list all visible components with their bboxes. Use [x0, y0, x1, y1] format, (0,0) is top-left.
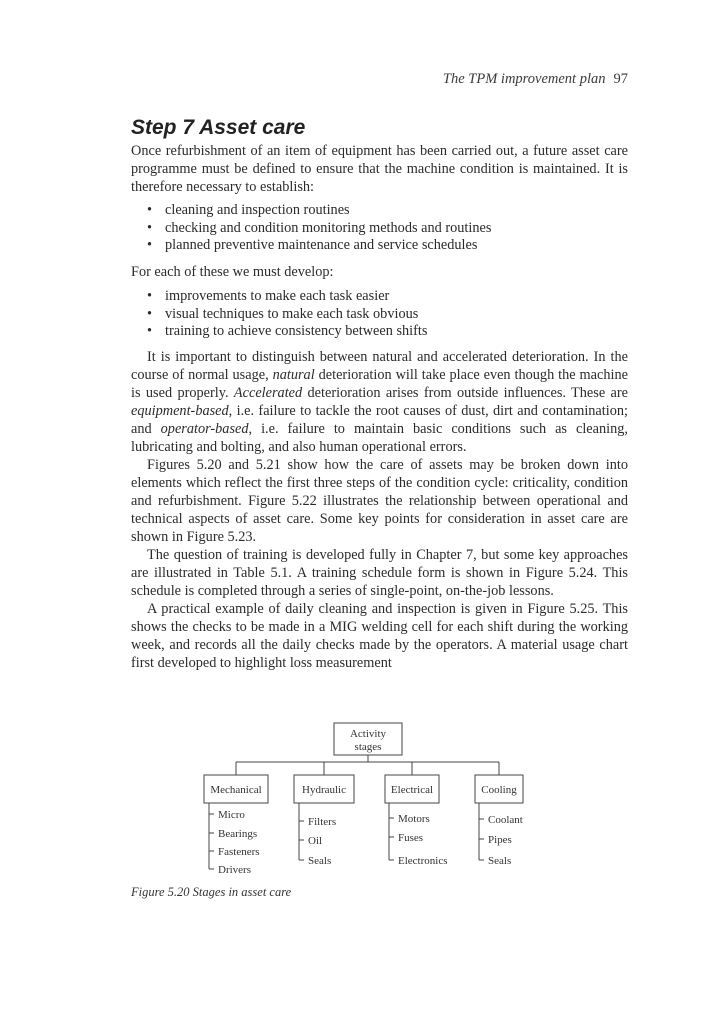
running-header	[131, 71, 628, 88]
emphasis-operator-based: operator-based	[160, 421, 249, 437]
intro-paragraph: Once refurbishment of an item of equipment has been carried out, a future asset care programme must be defined to ensure that the machine condition is maintained. It is therefore necessary to establish:	[131, 143, 628, 195]
tree-diagram	[190, 720, 550, 885]
leaf-label: Bearings	[218, 828, 258, 840]
category-label-mechanical: Mechanical	[210, 784, 262, 796]
leaf-label: Drivers	[218, 864, 251, 876]
leaf-label: Seals	[488, 855, 512, 867]
leaf-label: Pipes	[488, 834, 512, 846]
establish-list	[131, 202, 628, 255]
category-label-electrical: Electrical	[390, 784, 434, 796]
figure-diagram	[190, 720, 550, 885]
paragraph-deterioration: It is important to distinguish between natural and accelerated deterioration. In the course of normal usage, natural deterioration will take place even though the machine is used properly. Accelerated deterioration arises from outside influences. These are equipment-based, i.e. failure to tackle the root causes of dust, dirt and contamination; and operator-based, i.e. failure to maintain basic conditions such as cleaning, lubricating and bolting, and also human operational errors.	[131, 349, 628, 455]
leaf-label: Fuses	[398, 832, 424, 844]
paragraph-figures: Figures 5.20 and 5.21 show how the care of assets may be broken down into elements which reflect the first three steps of the condition cycle: criticality, condition and refurbishment. Figure 5.22 illustrates the relationship between operational and technical aspects of asset care. Some key points for consideration in asset care are shown in Figure 5.23.	[131, 457, 628, 545]
root-label-line1: Activity	[349, 728, 387, 740]
emphasis-equipment-based: equipment-based	[131, 403, 229, 419]
leaf-label: Fasteners	[218, 846, 260, 858]
emphasis-natural: natural	[272, 367, 315, 383]
list-item: • visual techniques to make each task obvious	[131, 306, 628, 324]
leaf-label: Motors	[398, 813, 430, 825]
develop-intro: For each of these we must develop:	[131, 264, 334, 280]
list-item: • checking and condition monitoring methods and routines	[131, 220, 628, 238]
list-item: • cleaning and inspection routines	[131, 202, 628, 220]
develop-list	[131, 288, 628, 341]
paragraph-example: A practical example of daily cleaning and inspection is given in Figure 5.25. This shows the checks to be made in a MIG welding cell for each shift during the working week, and records all the daily checks made by the operators. A material usage chart first developed to highlight loss measurement	[131, 601, 628, 671]
category-label-hydraulic: Hydraulic	[302, 784, 346, 796]
body-text	[131, 348, 628, 672]
root-label-line2: stages	[354, 741, 382, 753]
page-number: 97	[613, 71, 628, 87]
category-label-cooling: Cooling	[481, 784, 517, 796]
list-item: • planned preventive maintenance and service schedules	[131, 237, 628, 255]
figure-caption: Figure 5.20 Stages in asset care	[131, 885, 292, 899]
leaf-label: Coolant	[488, 814, 523, 826]
list-item: • training to achieve consistency between shifts	[131, 323, 628, 341]
section-title: Step 7 Asset care	[131, 116, 306, 139]
emphasis-accelerated: Accelerated	[233, 385, 303, 401]
leaf-label: Electronics	[398, 855, 448, 867]
list-item: • improvements to make each task easier	[131, 288, 628, 306]
running-title: The TPM improvement plan	[442, 71, 606, 87]
leaf-label: Filters	[308, 816, 337, 828]
leaf-label: Oil	[308, 835, 323, 847]
leaf-label: Seals	[308, 855, 332, 867]
leaf-label: Micro	[218, 809, 245, 821]
paragraph-training: The question of training is developed fully in Chapter 7, but some key approaches are illustrated in Table 5.1. A training schedule form is shown in Figure 5.24. This schedule is completed through a series of single-point, on-the-job lessons.	[131, 547, 628, 599]
